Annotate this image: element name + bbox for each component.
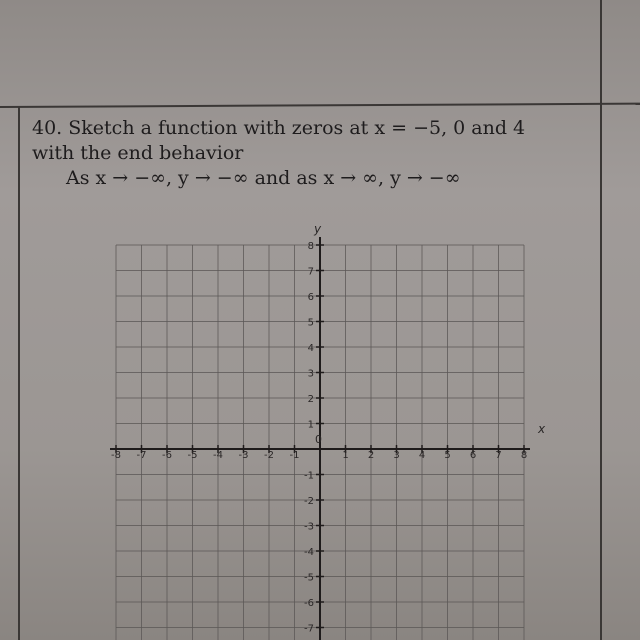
x-axis-label: x xyxy=(538,422,546,436)
y-tick-label: 5 xyxy=(307,317,314,329)
y-tick-label: 8 xyxy=(307,241,314,252)
x-tick-label: 4 xyxy=(418,450,426,461)
y-tick-label: 7 xyxy=(307,266,314,278)
x-tick-label: 2 xyxy=(367,450,375,461)
question-text-line1: Sketch a function with zeros at x = −5, 0 and 4 xyxy=(68,117,526,139)
end-behavior-text: As x → −∞, y → −∞ and as x → ∞, y → −∞ xyxy=(66,167,461,189)
x-tick-label: -3 xyxy=(238,450,249,461)
y-tick-label: -7 xyxy=(304,623,314,635)
y-tick-label: -6 xyxy=(304,598,314,609)
x-tick-label: -6 xyxy=(162,450,172,461)
y-tick-label: -3 xyxy=(304,521,314,533)
x-tick-label: 8 xyxy=(520,450,528,461)
question-text-line2: with the end behavior xyxy=(32,142,244,164)
y-tick-label: -5 xyxy=(304,572,314,584)
y-tick-label: -2 xyxy=(304,496,314,507)
x-tick-label: 5 xyxy=(444,450,451,461)
question-number: 40. xyxy=(32,117,63,139)
x-tick-label: 1 xyxy=(342,450,349,461)
y-tick-label: 1 xyxy=(307,419,314,431)
x-tick-label: 7 xyxy=(495,450,502,461)
y-tick-label: 4 xyxy=(307,343,314,354)
x-tick-label: 6 xyxy=(469,450,477,461)
x-tick-label: -2 xyxy=(264,450,274,461)
x-tick-label: -8 xyxy=(111,450,121,461)
x-tick-label: -5 xyxy=(187,450,198,461)
x-tick-label: 3 xyxy=(393,450,400,461)
y-axis-label: y xyxy=(314,222,322,236)
y-tick-label: 6 xyxy=(307,292,314,303)
y-tick-label: -4 xyxy=(304,547,314,558)
x-tick-label: -1 xyxy=(289,450,300,461)
y-tick-label: -1 xyxy=(304,470,314,482)
x-tick-label: -4 xyxy=(213,450,223,461)
x-tick-label: -7 xyxy=(136,450,147,461)
y-tick-label: 3 xyxy=(307,368,314,380)
y-tick-label: 2 xyxy=(307,394,314,405)
origin-label: 0 xyxy=(315,433,322,446)
